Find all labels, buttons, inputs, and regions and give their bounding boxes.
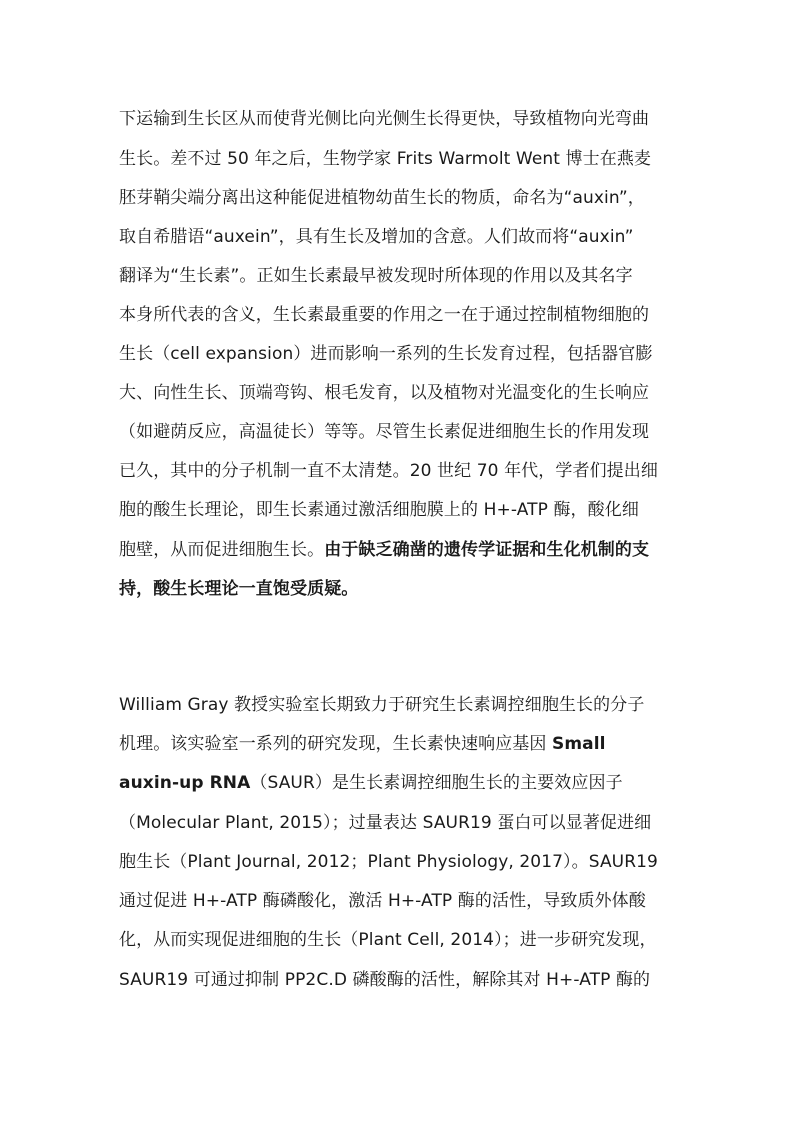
text-segment: 胞壁，从而促进细胞生长。	[119, 540, 325, 560]
text-segment: （SAUR）是生长素调控细胞生长的主要效应因子	[250, 773, 623, 793]
text-line: 胞的酸生长理论，即生长素通过激活细胞膜上的 H+-ATP 酶，酸化细	[119, 500, 639, 520]
text-line: 下运输到生长区从而使背光侧比向光侧生长得更快，导致植物向光弯曲	[119, 109, 650, 129]
text-line: （如避荫反应，高温徒长）等等。尽管生长素促进细胞生长的作用发现	[119, 422, 650, 442]
text-line: William Gray 教授实验室长期致力于研究生长素调控细胞生长的分子	[119, 695, 645, 715]
text-line: 生长。差不过 50 年之后，生物学家 Frits Warmolt Went 博士在燕麦	[119, 149, 652, 169]
text-line: 大、向性生长、顶端弯钩、根毛发育，以及植物对光温变化的生长响应	[119, 383, 650, 403]
text-line: 化，从而实现促进细胞的生长（Plant Cell, 2014）；进一步研究发现，	[119, 930, 657, 950]
text-line	[119, 729, 679, 759]
text-line: 已久，其中的分子机制一直不太清楚。20 世纪 70 年代，学者们提出细	[119, 461, 658, 481]
text-line: 本身所代表的含义，生长素最重要的作用之一在于通过控制植物细胞的	[119, 305, 650, 325]
bold-text-segment: 由于缺乏确凿的遗传学证据和生化机制的支	[324, 540, 650, 560]
text-line: SAUR19 可通过抑制 PP2C.D 磷酸酶的活性，解除其对 H+-ATP 酶的	[119, 970, 651, 990]
text-line: （Molecular Plant, 2015）；过量表达 SAUR19 蛋白可以显著促进细	[119, 813, 652, 833]
text-line: 取自希腊语“auxein”，具有生长及增加的含意。人们故而将“auxin”	[119, 227, 634, 247]
text-line: 生长（cell expansion）进而影响一系列的生长发育过程，包括器官膨	[119, 344, 653, 364]
bold-text-segment: auxin-up RNA	[119, 773, 251, 793]
text-line-bold: 持，酸生长理论一直饱受质疑。	[119, 579, 359, 599]
text-segment: 机理。该实验室一系列的研究发现，生长素快速响应基因	[119, 734, 553, 754]
text-line: 胞生长（Plant Journal, 2012；Plant Physiology, 2017）。SAUR19	[119, 852, 658, 872]
bold-text-segment: Small	[552, 734, 606, 754]
text-line	[119, 535, 679, 565]
text-line: 翻译为“生长素”。正如生长素最早被发现时所体现的作用以及其名字	[119, 266, 633, 286]
text-line	[119, 768, 679, 798]
text-line: 胚芽鞘尖端分离出这种能促进植物幼苗生长的物质，命名为“auxin”，	[119, 188, 645, 208]
text-line: 通过促进 H+-ATP 酶磷酸化，激活 H+-ATP 酶的活性，导致质外体酸	[119, 891, 646, 911]
